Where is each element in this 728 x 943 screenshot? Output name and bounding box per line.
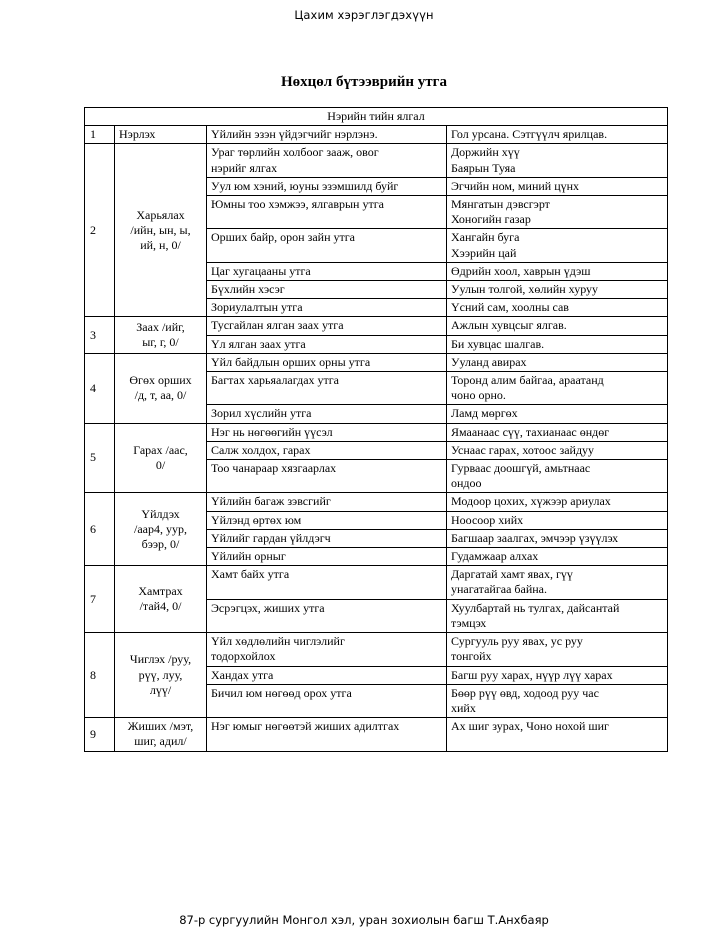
meaning-cell: Зорил хүслийн утга [207, 405, 447, 423]
meaning-cell: Бүхлийн хэсэг [207, 281, 447, 299]
example-cell: Эгчийн ном, миний цүнх [447, 177, 668, 195]
table-row [85, 423, 668, 441]
table-row [85, 126, 668, 144]
case-name: Үйлдэх /аар4, уур, бээр, 0/ [115, 493, 207, 566]
row-number: 2 [85, 144, 115, 317]
case-name: Заах /ийг, ыг, г, 0/ [115, 317, 207, 353]
meaning-cell: Үл ялган заах утга [207, 335, 447, 353]
row-number: 3 [85, 317, 115, 353]
example-cell: Ажлын хувцсыг ялгав. [447, 317, 668, 335]
row-number: 9 [85, 718, 115, 751]
meaning-cell: Уул юм хэний, юуны эзэмшилд буйг [207, 177, 447, 195]
page-header: Цахим хэрэглэгдэхүүн [294, 8, 434, 22]
example-cell: Гудамжаар алхах [447, 548, 668, 566]
example-cell: Өдрийн хоол, хаврын үдэш [447, 262, 668, 280]
case-name: Хамтрах /тай4, 0/ [115, 566, 207, 633]
table-row [85, 566, 668, 599]
table-heading-row [85, 108, 668, 126]
row-number: 5 [85, 423, 115, 493]
example-cell: Ямаанаас сүү, тахианаас өндөг [447, 423, 668, 441]
case-table-body [85, 108, 668, 752]
meaning-cell: Хандах утга [207, 666, 447, 684]
example-cell: Үсний сам, хоолны сав [447, 299, 668, 317]
page-footer: 87-р сургуулийн Монгол хэл, уран зохиолын багш Т.Анхбаяр [179, 913, 549, 927]
meaning-cell: Юмны тоо хэмжээ, ялгаврын утга [207, 196, 447, 229]
meaning-cell: Үйл хөдлөлийн чиглэлийг тодорхойлох [207, 633, 447, 666]
example-cell: Бөөр рүү өвд, ходоод руу час хийх [447, 684, 668, 717]
row-number: 7 [85, 566, 115, 633]
meaning-cell: Тусгайлан ялган заах утга [207, 317, 447, 335]
example-cell: Хангайн буга Хээрийн цай [447, 229, 668, 262]
meaning-cell: Үйл байдлын орших орны утга [207, 353, 447, 371]
example-cell: Ламд мөргөх [447, 405, 668, 423]
example-cell: Сургууль руу явах, ус руу тонгойх [447, 633, 668, 666]
case-name: Чиглэх /руу, рүү, луу, лүү/ [115, 633, 207, 718]
meaning-cell: Бичил юм нөгөөд орох утга [207, 684, 447, 717]
case-name: Өгөх орших /д, т, аа, 0/ [115, 353, 207, 423]
meaning-cell: Үйлийг гардан үйлдэгч [207, 529, 447, 547]
meaning-cell: Цаг хугацааны утга [207, 262, 447, 280]
table-row [85, 317, 668, 335]
example-cell: Мянгатын дэвсгэрт Хоногийн газар [447, 196, 668, 229]
meaning-cell: Салж холдох, гарах [207, 441, 447, 459]
example-cell: Ах шиг зурах, Чоно нохой шиг [447, 718, 668, 751]
table-row [85, 144, 668, 177]
table-row [85, 353, 668, 371]
example-cell: Ноосоор хийх [447, 511, 668, 529]
meaning-cell: Багтах харьяалагдах утга [207, 372, 447, 405]
meaning-cell: Тоо чанараар хязгаарлах [207, 460, 447, 493]
meaning-cell: Нэг юмыг нөгөөтэй жиших адилтгах [207, 718, 447, 751]
meaning-cell: Нэг нь нөгөөгийн үүсэл [207, 423, 447, 441]
row-number: 4 [85, 353, 115, 423]
meaning-cell: Үйлэнд өртөх юм [207, 511, 447, 529]
meaning-cell: Үйлийн орныг [207, 548, 447, 566]
meaning-cell: Эсрэгцэх, жиших утга [207, 599, 447, 632]
meaning-cell: Хамт байх утга [207, 566, 447, 599]
table-row [85, 493, 668, 511]
example-cell: Доржийн хүү Баярын Туяа [447, 144, 668, 177]
case-name: Харьялах /ийн, ын, ы, ий, н, 0/ [115, 144, 207, 317]
example-cell: Ууланд авирах [447, 353, 668, 371]
row-number: 1 [85, 126, 115, 144]
example-cell: Торонд алим байгаа, араатанд чоно орно. [447, 372, 668, 405]
example-cell: Даргатай хамт явах, гүү унагатайгаа байна. [447, 566, 668, 599]
example-cell: Уснаас гарах, хотоос зайдуу [447, 441, 668, 459]
example-cell: Багшаар заалгах, эмчээр үзүүлэх [447, 529, 668, 547]
case-name: Нэрлэх [115, 126, 207, 144]
row-number: 8 [85, 633, 115, 718]
meaning-cell: Зориулалтын утга [207, 299, 447, 317]
example-cell: Гол урсана. Сэтгүүлч ярилцав. [447, 126, 668, 144]
case-name: Гарах /аас, 0/ [115, 423, 207, 493]
example-cell: Гурваас доошгүй, амьтнаас ондоо [447, 460, 668, 493]
example-cell: Модоор цохих, хүжээр ариулах [447, 493, 668, 511]
table-row [85, 633, 668, 666]
row-number: 6 [85, 493, 115, 566]
example-cell: Багш руу харах, нүүр лүү харах [447, 666, 668, 684]
example-cell: Хуулбартай нь тулгах, дайсантай тэмцэх [447, 599, 668, 632]
meaning-cell: Орших байр, орон зайн утга [207, 229, 447, 262]
meaning-cell: Үйлийн багаж зэвсгийг [207, 493, 447, 511]
document-title: Нөхцөл бүтээврийн утга [281, 74, 447, 90]
meaning-cell: Ураг төрлийн холбоог зааж, овог нэрийг ялгах [207, 144, 447, 177]
case-name: Жиших /мэт, шиг, адил/ [115, 718, 207, 751]
table-heading: Нэрийн тийн ялгал [85, 108, 668, 126]
example-cell: Би хувцас шалгав. [447, 335, 668, 353]
case-table [84, 107, 668, 752]
table-row [85, 718, 668, 751]
example-cell: Уулын толгой, хөлийн хуруу [447, 281, 668, 299]
meaning-cell: Үйлийн эзэн үйдэгчийг нэрлэнэ. [207, 126, 447, 144]
